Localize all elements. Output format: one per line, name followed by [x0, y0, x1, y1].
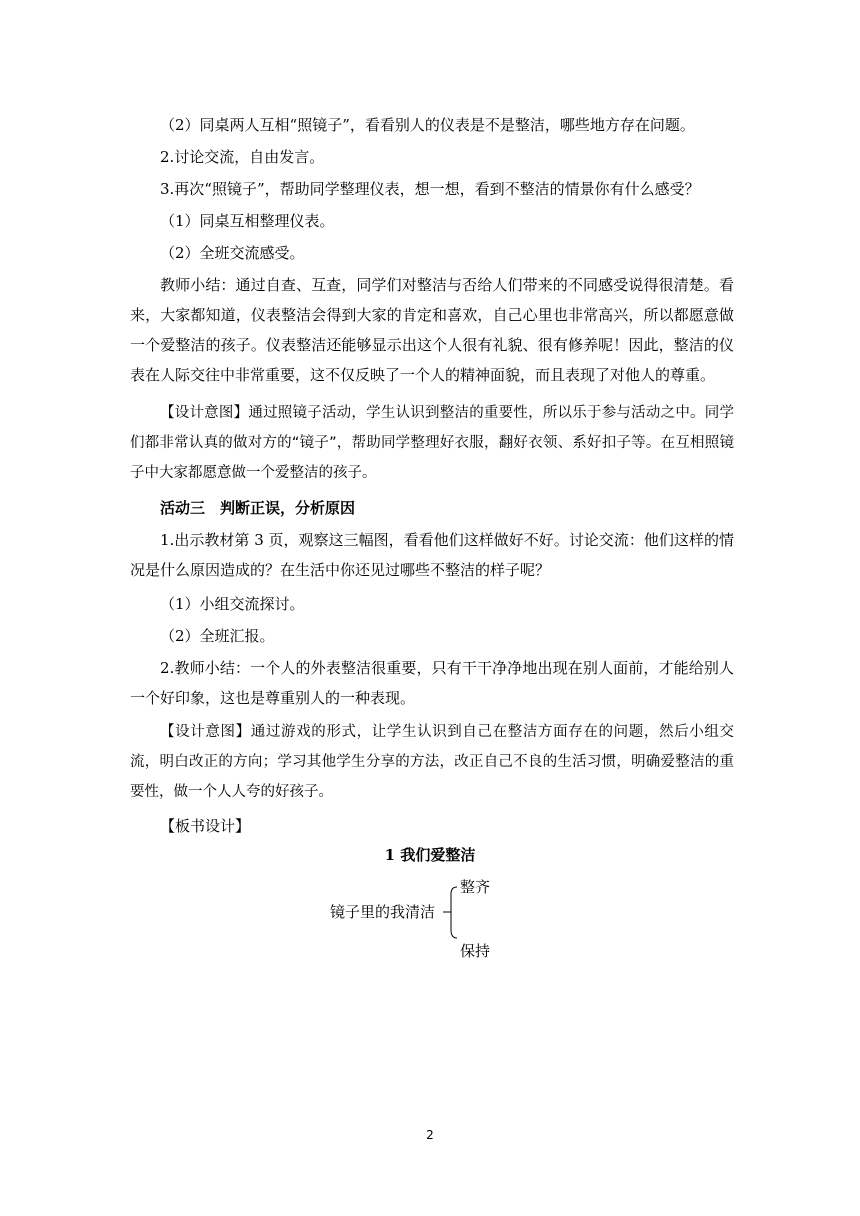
- paragraph-teacher-summary-2: 2.教师小结：一个人的外表整洁很重要，只有干干净净地出现在别人面前，才能给别人一个好印象，这也是尊重别人的一种表现。: [130, 659, 734, 707]
- page-number: 2: [426, 1128, 434, 1142]
- paragraph-group-discussion: （1）小组交流探讨。: [160, 595, 305, 613]
- paragraph-design-intent-2: 【设计意图】通过游戏的形式，让学生认识到自己在整洁方面存在的问题，然后小组交流，明白改正的方向；学习其他学生分享的方法，改正自己不良的生活习惯，明确爱整洁的重要性，做一个人人夸的好孩子。: [130, 724, 734, 800]
- heading-activity-three: 活动三 判断正误，分析原因: [160, 499, 356, 517]
- board-branch-top: 整齐: [460, 878, 491, 896]
- board-diagram: [330, 872, 530, 972]
- paragraph-mirror-again: 3.再次“照镜子”，帮助同学整理仪表，想一想，看到不整洁的情景你有什么感受？: [160, 180, 700, 198]
- paragraph-textbook-page: 1.出示教材第 3 页，观察这三幅图，看看他们这样做好不好。讨论交流：他们这样的情况是什么原因造成的？在生活中你还见过哪些不整洁的样子呢？: [130, 531, 734, 579]
- paragraph-class-report: （2）全班汇报。: [160, 627, 275, 645]
- paragraph-share-feelings: （2）全班交流感受。: [160, 244, 305, 262]
- paragraph-teacher-summary-1: 教师小结：通过自查、互查，同学们对整洁与否给人们带来的不同感受说得很清楚。看来，大家都知道，仪表整洁会得到大家的肯定和喜欢，自己心里也非常高兴，所以都愿意做一个爱整洁的孩子。仪表整洁还能够显示出这个人很有礼貌、很有修养呢！因此，整洁的仪表在人际交往中非常重要，这不仅反映了一个人的精神面貌，而且表现了对他人的尊重。: [130, 276, 734, 384]
- heading-board-design: 【板书设计】: [160, 817, 251, 835]
- paragraph-tidy-up: （1）同桌互相整理仪表。: [160, 212, 335, 230]
- bracket-lines: [330, 872, 530, 972]
- paragraph-design-intent-1: 【设计意图】通过照镜子活动，学生认识到整洁的重要性，所以乐于参与活动之中。同学们都非常认真的做对方的“镜子”，帮助同学整理好衣服，翻好衣领、系好扣子等。在互相照镜子中大家都愿意做一个爱整洁的孩子。: [130, 405, 734, 481]
- paragraph-mirror-check: （2）同桌两人互相“照镜子”，看看别人的仪表是不是整洁，哪些地方存在问题。: [160, 116, 695, 134]
- board-title: 1 我们爱整洁: [384, 846, 476, 864]
- board-root-label: 镜子里的我清洁: [330, 903, 436, 921]
- paragraph-discussion: 2.讨论交流，自由发言。: [160, 148, 325, 166]
- board-branch-bottom: 保持: [460, 942, 491, 960]
